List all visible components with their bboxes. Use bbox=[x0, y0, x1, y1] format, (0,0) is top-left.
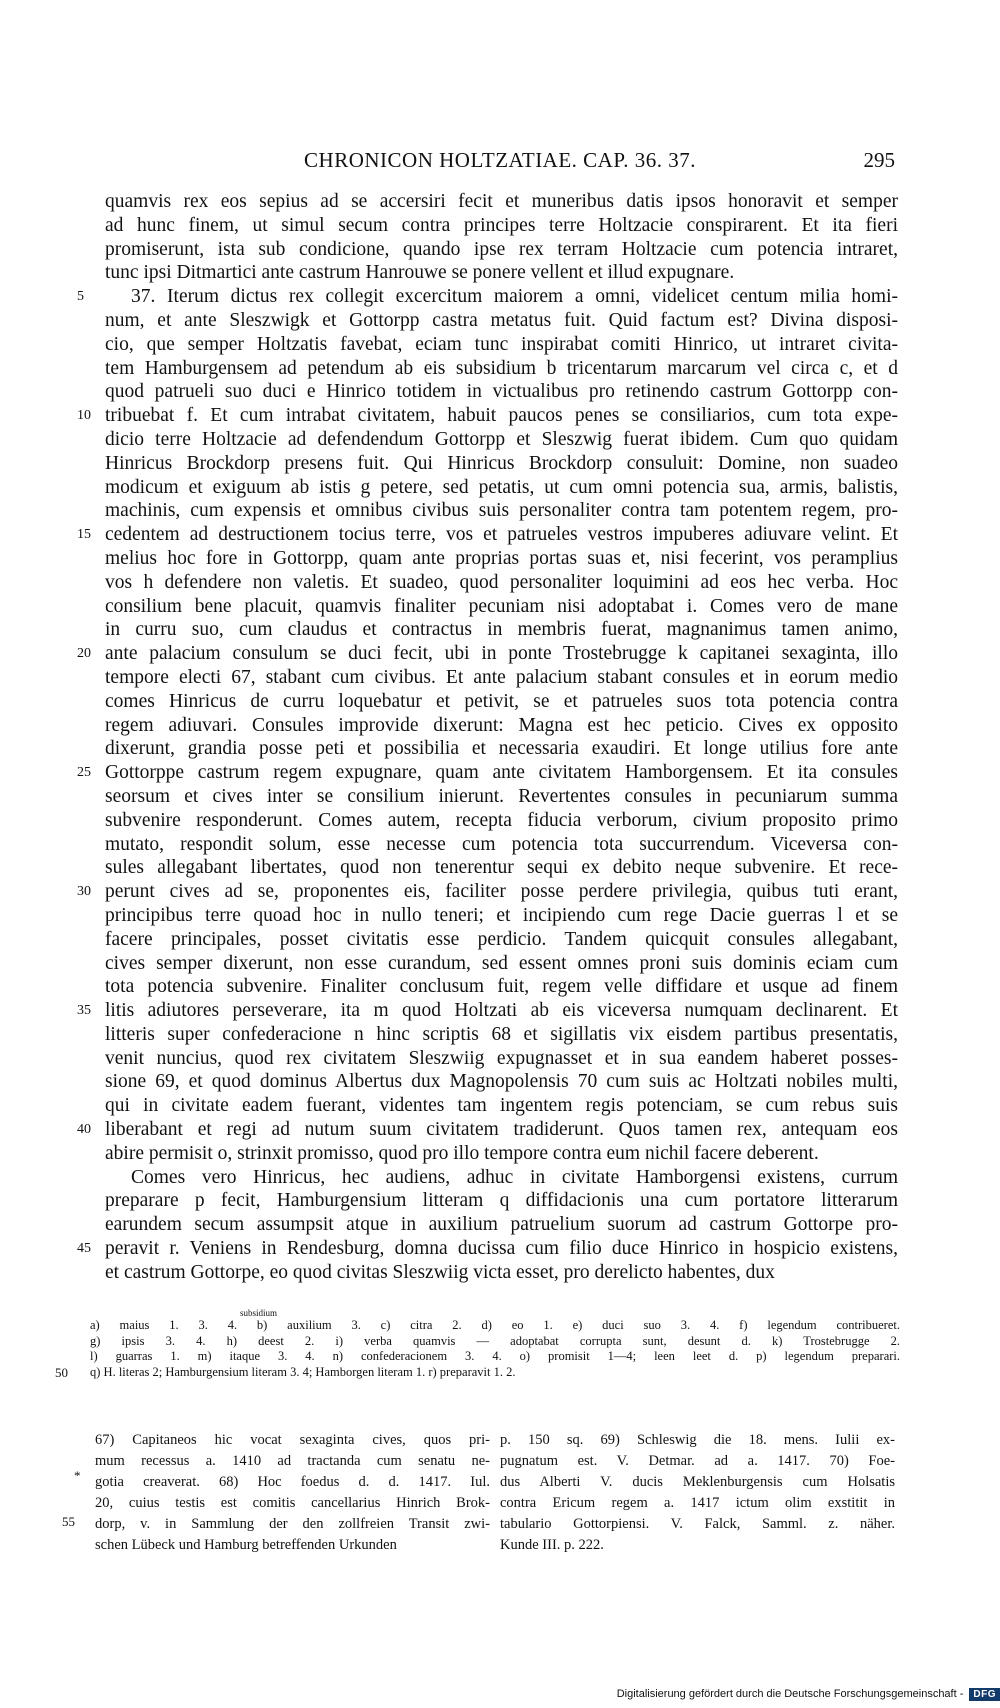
line-text: dicio terre Holtzacie ad defendendum Gottorpp et Sleszwig fuerat ibidem. Cum quo quidam bbox=[105, 428, 898, 450]
line-text: seorsum et cives inter se consilium inierunt. Revertentes consules in pecuniarum summa bbox=[105, 785, 898, 807]
line-text: tribuebat f. Et cum intrabat civitatem, habuit paucos penes se consiliarios, cum tota expe- bbox=[105, 405, 898, 427]
line-text: et castrum Gottorpe, eo quod civitas Sleszwiig victa esset, pro derelicto habentes, dux bbox=[105, 1261, 775, 1283]
text-line bbox=[105, 1213, 898, 1237]
text-line bbox=[105, 428, 898, 452]
line-text: regem adiuvari. Consules improvide dixerunt: Magna est hec peticio. Cives ex opposito bbox=[105, 714, 898, 736]
text-line bbox=[105, 214, 898, 238]
footer bbox=[617, 1685, 1000, 1703]
footnote-line: tabulario Gottorpiensi. V. Falck, Samml. z. näher. bbox=[500, 1516, 895, 1532]
text-line bbox=[77, 523, 898, 547]
line-text: abire permisit o, strinxit promisso, quod pro illo tempore contra eum nichil facere deberent. bbox=[105, 1142, 819, 1164]
apparatus-line bbox=[55, 1364, 900, 1381]
line-text: 37. Iterum dictus rex collegit excercitum maiorem a omni, videlicet centum milia homi- bbox=[131, 286, 898, 308]
line-text: peravit r. Veniens in Rendesburg, domna ducissa cum filio duce Hinrico in hospicio existens, bbox=[105, 1238, 898, 1260]
line-text: tempore electi 67, stabant cum civibus. Et ante palacium stabant consules et in eorum medio bbox=[105, 666, 898, 688]
text-line bbox=[105, 1142, 898, 1166]
text-line bbox=[105, 690, 898, 714]
text-line bbox=[105, 1261, 898, 1285]
line-text: sules allegabant libertates, quod non tenerentur sequi ex debito neque subvenire. Et rece- bbox=[105, 857, 898, 879]
line-number: 10 bbox=[77, 408, 91, 424]
line-text: num, et ante Sleszwigk et Gottorpp castra metatus fuit. Quid factum est? Divina disposi- bbox=[105, 309, 898, 331]
line-text: ante palacium consulum se duci fecit, ubi in ponte Trostebrugge k capitanei sexaginta, illo bbox=[105, 643, 898, 665]
line-text: Hinricus Brockdorp presens fuit. Qui Hinricus Brockdorp consuluit: Domine, non suadeo bbox=[105, 452, 898, 474]
line-text: tem Hamburgensem ad petendum ab eis subsidium b tricentarum marcarum vel circa c, et d bbox=[105, 357, 898, 379]
line-text: litteris super confederacione n hinc scriptis 68 et sigillatis vix eisdem partibus presentatis, bbox=[105, 1023, 898, 1045]
apparatus-text: l) guarras 1. m) itaque 3. 4. n) confederacionem 3. 4. o) promisit 1—4; leen leet d. p) legendum preparari. bbox=[90, 1349, 900, 1363]
text-line bbox=[105, 833, 898, 857]
apparatus-text: g) ipsis 3. 4. h) deest 2. i) verba quamvis — adoptabat corrupta sunt, desunt d. k) Trostebrugge 2. bbox=[90, 1333, 900, 1348]
footnote-line: 67) Capitaneos hic vocat sexaginta cives, quos pri- bbox=[95, 1432, 490, 1448]
text-line bbox=[105, 975, 898, 999]
footnote-line-number: 55 bbox=[62, 1514, 75, 1529]
text-line bbox=[105, 1070, 898, 1094]
text-line bbox=[105, 1047, 898, 1071]
line-text: venit nuncius, quod rex civitatem Sleszwiig expugnasset et in sua eandem haberet posses- bbox=[105, 1047, 898, 1069]
dfg-logo: DFG bbox=[969, 1688, 1000, 1701]
asterisk-mark: * bbox=[74, 1468, 81, 1483]
text-line bbox=[105, 261, 898, 285]
line-number: 35 bbox=[77, 1003, 91, 1019]
text-line bbox=[105, 809, 898, 833]
line-text: litis adiutores perseverare, ita m quod Holtzati ab eis viceversa numquam declinarent. Et bbox=[105, 1000, 898, 1022]
text-line bbox=[105, 357, 898, 381]
text-line bbox=[105, 595, 898, 619]
line-number: 5 bbox=[77, 289, 84, 305]
text-line bbox=[77, 999, 898, 1023]
line-text: machinis, cum expensis et omnibus civibus suis personaliter contra tam potentem regem, pro- bbox=[105, 500, 898, 522]
line-text: perunt cives ad se, proponentes eis, faciliter posse perdere privilegia, quibus tuti erant, bbox=[105, 881, 898, 903]
text-line bbox=[105, 714, 898, 738]
apparatus-superscript: subsidium bbox=[240, 1308, 278, 1318]
text-line bbox=[105, 476, 898, 500]
footnote-line: pugnatum est. V. Detmar. ad a. 1417. 70) Foe- bbox=[500, 1453, 895, 1469]
text-line bbox=[105, 333, 898, 357]
line-text: facere principales, posset civitatis esse perdicio. Tandem quicquit consules allegabant, bbox=[105, 928, 898, 950]
footnote-line: p. 150 sq. 69) Schleswig die 18. mens. Iulii ex- bbox=[500, 1432, 895, 1448]
text-line bbox=[77, 880, 898, 904]
line-text: melius hoc fore in Gottorpp, quam ante proprias portas suas et, nisi fecerint, vos peramplius bbox=[105, 547, 898, 569]
text-line bbox=[105, 499, 898, 523]
line-text: cedentem ad destructionem tocius terre, vos et patrueles vestros impuberes adiuvare velint. Et bbox=[105, 524, 898, 546]
critical-apparatus bbox=[55, 1318, 900, 1380]
apparatus-text: q) H. literas 2; Hamburgensium literam 3. 4; Hamborgen literam 1. r) preparavit 1. 2. bbox=[90, 1364, 516, 1379]
line-number: 15 bbox=[77, 527, 91, 543]
text-line bbox=[105, 1189, 898, 1213]
line-text: ad hunc finem, ut simul secum contra principes terre Holtzacie conspirarent. Et ita fieri bbox=[105, 214, 898, 236]
line-text: in curru suo, cum claudus et contractus in membris fuerat, magnanimus tamen animo, bbox=[105, 619, 898, 641]
apparatus-text: a) maius 1. 3. 4. b) auxilium 3. c) citra 2. d) eo 1. e) duci suo 3. 4. f) legendum contribueret. bbox=[90, 1318, 900, 1332]
text-line bbox=[77, 1118, 898, 1142]
line-text: earundem secum assumpsit atque in auxilium patruelium suorum ad castrum Gottorpe pro- bbox=[105, 1214, 898, 1236]
text-line bbox=[105, 1094, 898, 1118]
line-text: comes Hinricus de curru loquebatur et petivit, se et patrueles suos tota potencia contra bbox=[105, 690, 898, 712]
footnote-line: schen Lübeck und Hamburg betreffenden Urkunden bbox=[95, 1537, 397, 1553]
line-text: quamvis rex eos sepius ad se accersiri fecit et muneribus datis ipsos honoravit et semper bbox=[105, 191, 898, 212]
footnote-line: 20, cuius testis est comitis cancellarius Hinrich Brok- bbox=[95, 1495, 490, 1511]
line-text: modicum et exiguum ab istis g petere, sed petatis, ut cum omni potencia sua, armis, balistis, bbox=[105, 476, 898, 498]
line-text: tunc ipsi Ditmartici ante castrum Hanrouwe se ponere vellent et illud expugnare. bbox=[105, 262, 735, 284]
line-text: Gottorppe castrum regem expugnare, quam ante civitatem Hamborgensem. Et ita consules bbox=[105, 762, 898, 784]
text-line bbox=[105, 618, 898, 642]
line-text: subvenire responderunt. Comes autem, recepta fiducia verborum, civium proposito primo bbox=[105, 809, 898, 831]
text-line bbox=[105, 190, 898, 214]
line-text: consilium bene placuit, quamvis finaliter pecuniam nisi adoptabat i. Comes vero de mane bbox=[105, 595, 898, 617]
footnote-line: Kunde III. p. 222. bbox=[500, 1537, 604, 1553]
text-line bbox=[77, 1237, 898, 1261]
apparatus-line bbox=[90, 1318, 900, 1334]
line-number: 20 bbox=[77, 646, 91, 662]
text-line bbox=[105, 785, 898, 809]
line-number: 25 bbox=[77, 765, 91, 781]
footer-credit: Digitalisierung gefördert durch die Deutsche Forschungsgemeinschaft - bbox=[616, 1688, 964, 1700]
line-text: preparare p fecit, Hamburgensium litteram q diffidacionis una cum portatore litterarum bbox=[105, 1190, 898, 1212]
line-text: vos h defendere non valetis. Et suadeo, quod personaliter loquimini ad eos hec verba. Hoc bbox=[105, 571, 898, 593]
line-text: liberabant et regi ad nutum suum civitatem tradiderunt. Quos tamen rex, antequam eos bbox=[105, 1119, 898, 1141]
line-number: 30 bbox=[77, 884, 91, 900]
text-line bbox=[105, 452, 898, 476]
text-line bbox=[77, 285, 898, 309]
text-line bbox=[105, 737, 898, 761]
line-text: quod patrueli suo duci e Hinrico totidem in victualibus pro retinendo castrum Gottorpp con- bbox=[105, 381, 898, 403]
running-header bbox=[105, 148, 895, 176]
text-line bbox=[105, 666, 898, 690]
text-line bbox=[77, 642, 898, 666]
line-text: qui in civitate eadem fuerant, videntes tam ingentem regis potenciam, se cum rebus suis bbox=[105, 1095, 898, 1117]
line-text: dixerunt, grandia posse peti et possibilia et necessaria exaudiri. Et longe utilius fore ante bbox=[105, 738, 898, 760]
footnote-line: gotia creaverat. 68) Hoc foedus d. d. 1417. Iul. bbox=[95, 1474, 490, 1490]
line-text: promiserunt, ista sub condicione, quando ipse rex terram Holtzacie cum potencia intraret, bbox=[105, 238, 898, 260]
apparatus-line bbox=[90, 1334, 900, 1350]
text-line bbox=[77, 404, 898, 428]
text-line bbox=[105, 856, 898, 880]
text-line bbox=[105, 1023, 898, 1047]
footnotes-column-right bbox=[500, 1430, 895, 1556]
text-line bbox=[105, 1166, 898, 1190]
footnotes-column-left bbox=[95, 1430, 490, 1556]
line-number: 45 bbox=[77, 1241, 91, 1257]
page-number: 295 bbox=[863, 148, 895, 172]
footnote-line: dus Alberti V. ducis Meklenburgensis cum Holsatis bbox=[500, 1474, 895, 1490]
text-line bbox=[105, 928, 898, 952]
line-text: sione 69, et quod dominus Albertus dux Magnopolensis 70 cum suis ac Holtzati nobiles multi, bbox=[105, 1071, 898, 1093]
line-text: tota potencia subvenire. Finaliter conclusum fuit, regem velle diffidare et usque ad finem bbox=[105, 976, 898, 998]
main-text bbox=[77, 190, 898, 1285]
apparatus-line bbox=[90, 1349, 900, 1365]
text-line bbox=[77, 761, 898, 785]
line-text: mutato, respondit solum, esse necesse cum potencia tota succurrendum. Viceversa con- bbox=[105, 833, 898, 855]
footnote-line: contra Ericum regem a. 1417 ictum olim exstitit in bbox=[500, 1495, 895, 1511]
line-text: cives semper dixerunt, non esse curandum, sed essent omnes proni suis dominis eciam cum bbox=[105, 952, 898, 974]
line-number: 40 bbox=[77, 1122, 91, 1138]
footnote-line: dorp, v. in Sammlung der den zollfreien Transit zwi- bbox=[95, 1516, 490, 1532]
line-text: principibus terre quoad hoc in nullo teneri; et incipiendo cum rege Dacie guerras l et se bbox=[105, 904, 898, 926]
line-text: cio, que semper Holtzatis favebat, eciam tunc inspirabat comiti Hinrico, ut intraret civita- bbox=[105, 333, 898, 355]
text-line bbox=[105, 238, 898, 262]
line-text: Comes vero Hinricus, hec audiens, adhuc in civitate Hamborgensi existens, currum bbox=[131, 1166, 898, 1188]
footnote-line: mum recessus a. 1410 ad tractanda cum senatu ne- bbox=[95, 1453, 490, 1469]
text-line bbox=[105, 380, 898, 404]
line-number: 50 bbox=[55, 1364, 68, 1380]
text-line bbox=[105, 547, 898, 571]
text-line bbox=[105, 952, 898, 976]
text-line bbox=[105, 571, 898, 595]
text-line bbox=[105, 904, 898, 928]
text-line bbox=[105, 309, 898, 333]
running-title: CHRONICON HOLTZATIAE. CAP. 36. 37. bbox=[304, 148, 696, 172]
